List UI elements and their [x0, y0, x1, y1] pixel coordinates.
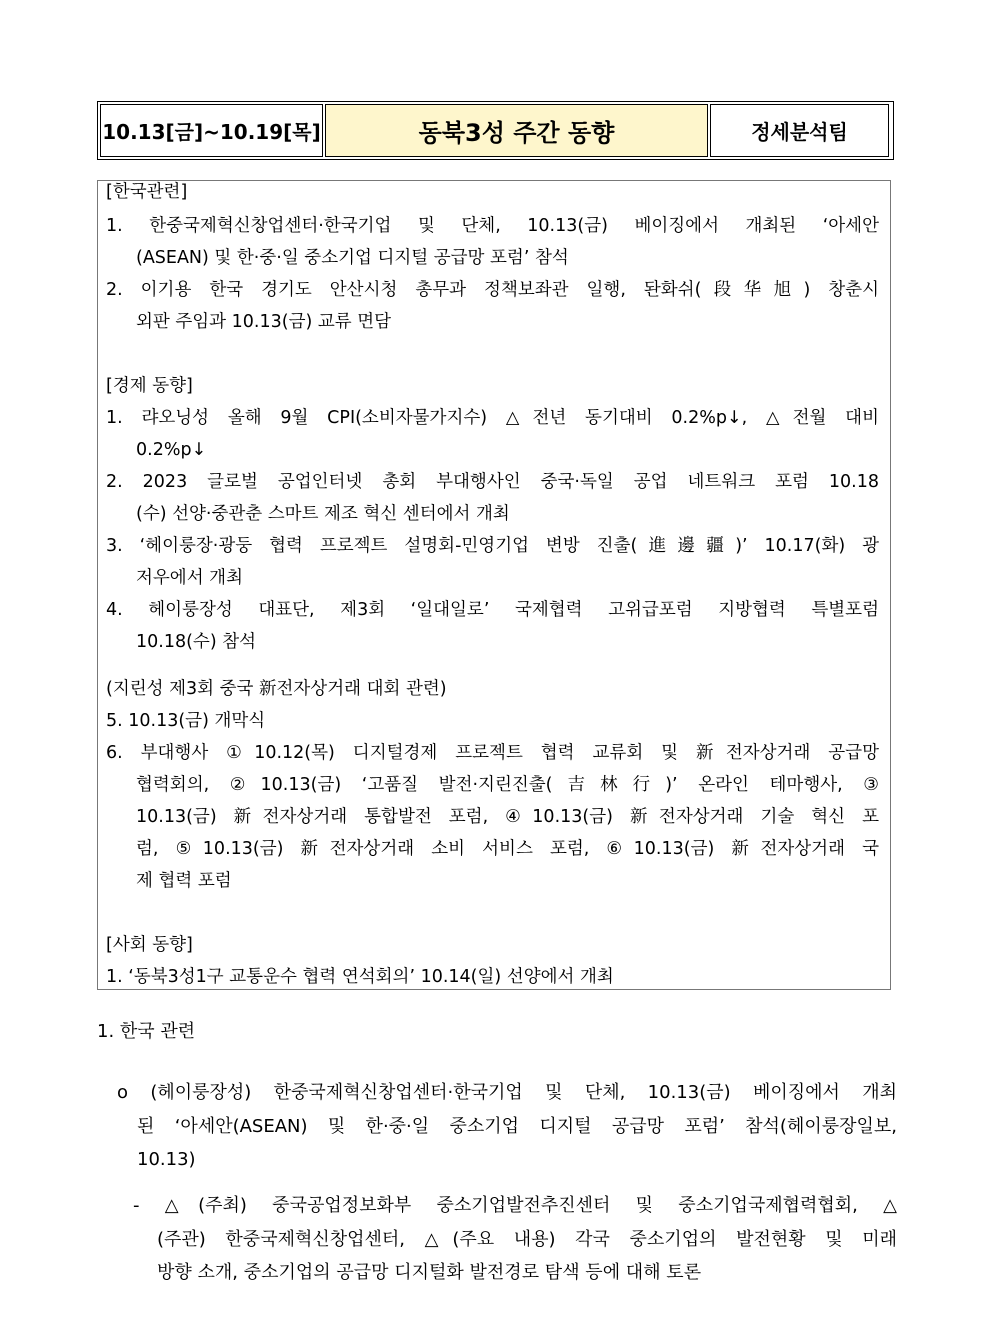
- report-header: [97, 101, 894, 160]
- section-title: 1. 한국 관련: [97, 1021, 196, 1042]
- econ-item-3: 3. ‘헤이룽장·광둥 협력 프로젝트 설명회-민영기업 변방 진출(進邊疆)’ 10.17(화) 광: [106, 536, 879, 556]
- jilin-item-6-cont: 10.13(금) 新전자상거래 통합발전 포럼, ④10.13(금) 新전자상거래 기술 혁신 포: [136, 807, 879, 827]
- body-item-cont: 된 ‘아세안(ASEAN) 및 한·중·일 중소기업 디지털 공급망 포럼’ 참석(헤이룽장일보,: [137, 1116, 897, 1137]
- econ-heading: [경제 동향]: [106, 376, 193, 396]
- jilin-item-5: 5. 10.13(금) 개막식: [106, 711, 266, 731]
- korea-item-2: 2. 이기용 한국 경기도 안산시청 총무과 정책보좌관 일행, 돤화쉬(段华旭) 창춘시: [106, 280, 879, 300]
- social-heading: [사회 동향]: [106, 935, 193, 955]
- team-name: 정세분석팀: [710, 104, 889, 157]
- jilin-item-6-cont: 럼, ⑤10.13(금) 新전자상거래 소비 서비스 포럼, ⑥10.13(금) 新전자상거래 국: [136, 839, 879, 859]
- body-item: o (헤이룽장성) 한중국제혁신창업센터·한국기업 및 단체, 10.13(금) 베이징에서 개최: [117, 1082, 897, 1103]
- jilin-item-6: 6. 부대행사 ①10.12(목) 디지털경제 프로젝트 협력 교류회 및 新전자상거래 공급망: [106, 743, 879, 763]
- econ-item-1: 1. 랴오닝성 올해 9월 CPI(소비자물가지수) △전년 동기대비 0.2%p↓, △전월 대비: [106, 408, 879, 428]
- econ-item-1-cont: 0.2%p↓: [136, 440, 207, 460]
- body-subitem-cont: (주관) 한중국제혁신창업센터, △(주요 내용) 각국 중소기업의 발전현황 및 미래: [157, 1229, 897, 1250]
- body-subitem-cont: 방향 소개, 중소기업의 공급망 디지털화 발전경로 탐색 등에 대해 토론: [157, 1262, 702, 1283]
- korea-item-2-cont: 외판 주임과 10.13(금) 교류 면담: [136, 312, 392, 332]
- econ-item-2: 2. 2023 글로벌 공업인터넷 총회 부대행사인 중국·독일 공업 네트워크 포럼 10.18: [106, 472, 879, 492]
- econ-item-3-cont: 저우에서 개최: [136, 568, 243, 588]
- korea-item-1: 1. 한중국제혁신창업센터·한국기업 및 단체, 10.13(금) 베이징에서 개최된 ‘아세안: [106, 216, 879, 236]
- jilin-item-6-cont: 협력회의, ②10.13(금) ‘고품질 발전·지린진출(吉林行)’ 온라인 테마행사, ③: [136, 775, 879, 795]
- jilin-item-6-cont: 제 협력 포럼: [136, 871, 232, 891]
- korea-item-1-cont: (ASEAN) 및 한·중·일 중소기업 디지털 공급망 포럼’ 참석: [136, 248, 569, 268]
- report-title: 동북3성 주간 동향: [325, 104, 708, 157]
- body-subitem: - △(주최) 중국공업정보화부 중소기업발전추진센터 및 중소기업국제협력협회, △: [133, 1195, 897, 1216]
- econ-item-4: 4. 헤이룽장성 대표단, 제3회 ‘일대일로’ 국제협력 고위급포럼 지방협력 특별포럼: [106, 600, 879, 620]
- korea-heading: [한국관련]: [106, 182, 188, 202]
- social-item-1: 1. ‘동북3성1구 교통운수 협력 연석회의’ 10.14(일) 선양에서 개최: [106, 967, 614, 987]
- date-range: 10.13[금]~10.19[목]: [100, 104, 323, 157]
- jilin-heading: (지린성 제3회 중국 新전자상거래 대회 관련): [106, 679, 447, 699]
- econ-item-2-cont: (수) 선양·중관춘 스마트 제조 혁신 센터에서 개최: [136, 504, 510, 524]
- body-item-cont: 10.13): [137, 1149, 196, 1170]
- summary-box: [97, 180, 891, 990]
- econ-item-4-cont: 10.18(수) 참석: [136, 632, 257, 652]
